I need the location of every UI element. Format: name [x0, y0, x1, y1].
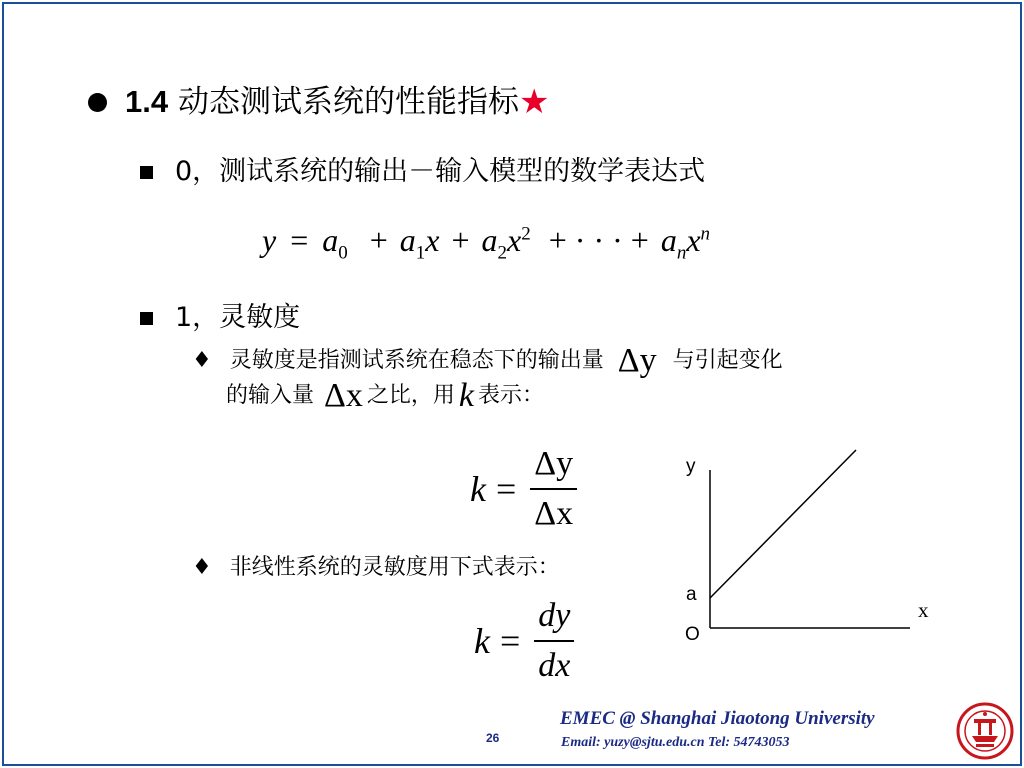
graph-y-label: y: [686, 456, 696, 477]
formula-k-lhs: k: [470, 469, 486, 509]
formula-sub1: 1: [415, 242, 426, 264]
section-1-heading: [140, 300, 300, 336]
formula-x2: x: [507, 222, 522, 258]
footer-org: EMEC @ Shanghai Jiaotong University: [560, 708, 875, 729]
bullet-2: [192, 552, 560, 584]
bullet-2-text: 非线性系统的灵敏度用下式表示：: [229, 555, 560, 580]
polynomial-formula: [262, 222, 710, 272]
diamond-bullet-icon: ♦: [192, 555, 212, 580]
diamond-bullet-icon: ♦: [192, 348, 212, 373]
fraction: [530, 444, 577, 534]
formula-sub0: 0: [338, 242, 348, 264]
formula-eq: =: [290, 222, 309, 258]
fraction: [534, 596, 574, 686]
formula-sup2: 2: [521, 223, 531, 245]
bullet-dot-icon: [88, 93, 107, 112]
k-symbol: k: [458, 377, 474, 414]
square-bullet-icon: [140, 166, 153, 179]
formula-dots: + · · · +: [548, 222, 649, 258]
formula-subn: n: [676, 242, 687, 264]
section-1-label: 1，灵敏度: [175, 302, 301, 333]
formula-a1: a: [399, 222, 416, 258]
formula-dk-eq: =: [499, 621, 521, 661]
formula-plus2: +: [451, 222, 470, 258]
bullet-1-text-e: 表示：: [478, 383, 545, 408]
bullet-1-text-c: 的输入量: [226, 383, 315, 408]
formula-y: y: [262, 222, 277, 258]
title-text: 动态测试系统的性能指标: [177, 84, 519, 120]
bullet-1-text-d: 之比，用: [366, 383, 455, 408]
bullet-1-line-2: [226, 378, 544, 414]
fraction-numerator: Δy: [530, 444, 577, 490]
formula-a2: a: [481, 222, 498, 258]
slide-title: [88, 78, 549, 126]
formula-plus1: +: [369, 222, 388, 258]
bullet-1-text-a: 灵敏度是指测试系统在稳态下的输出量: [229, 348, 604, 373]
formula-k-eq: =: [495, 469, 517, 509]
section-0-heading: [140, 154, 705, 190]
graph-x-label: x: [918, 598, 929, 622]
formula-supn: n: [700, 223, 711, 245]
footer-contact: Email: yuzy@sjtu.edu.cn Tel: 54743053: [561, 735, 790, 750]
fraction-numerator: dy: [534, 596, 574, 642]
square-bullet-icon: [140, 312, 153, 325]
formula-x1: x: [425, 222, 440, 258]
delta-x-symbol: Δx: [324, 377, 363, 414]
fraction-denominator: dx: [538, 647, 571, 684]
fraction-denominator: Δx: [534, 495, 574, 532]
title-number: 1.4: [125, 84, 169, 119]
delta-y-symbol: Δy: [617, 342, 657, 379]
formula-xn: x: [686, 222, 701, 258]
linear-response-line: [710, 450, 856, 598]
formula-a0: a: [322, 222, 339, 258]
formula-dk-lhs: k: [474, 621, 490, 661]
star-icon: ★: [518, 82, 550, 122]
sensitivity-graph: [680, 440, 950, 650]
graph-a-label: a: [686, 584, 697, 605]
sensitivity-formula: [470, 444, 577, 534]
formula-sub2: 2: [497, 242, 508, 264]
page-number: 26: [486, 731, 500, 745]
bullet-1-text-b: 与引起变化: [672, 348, 783, 373]
bullet-1-line-1: [192, 343, 783, 379]
section-0-label: 0，测试系统的输出－输入模型的数学表达式: [175, 156, 706, 187]
nonlinear-sensitivity-formula: [474, 596, 574, 686]
graph-origin-label: O: [685, 624, 700, 645]
sjtu-emblem-icon: [956, 702, 1014, 760]
formula-an: a: [660, 222, 677, 258]
